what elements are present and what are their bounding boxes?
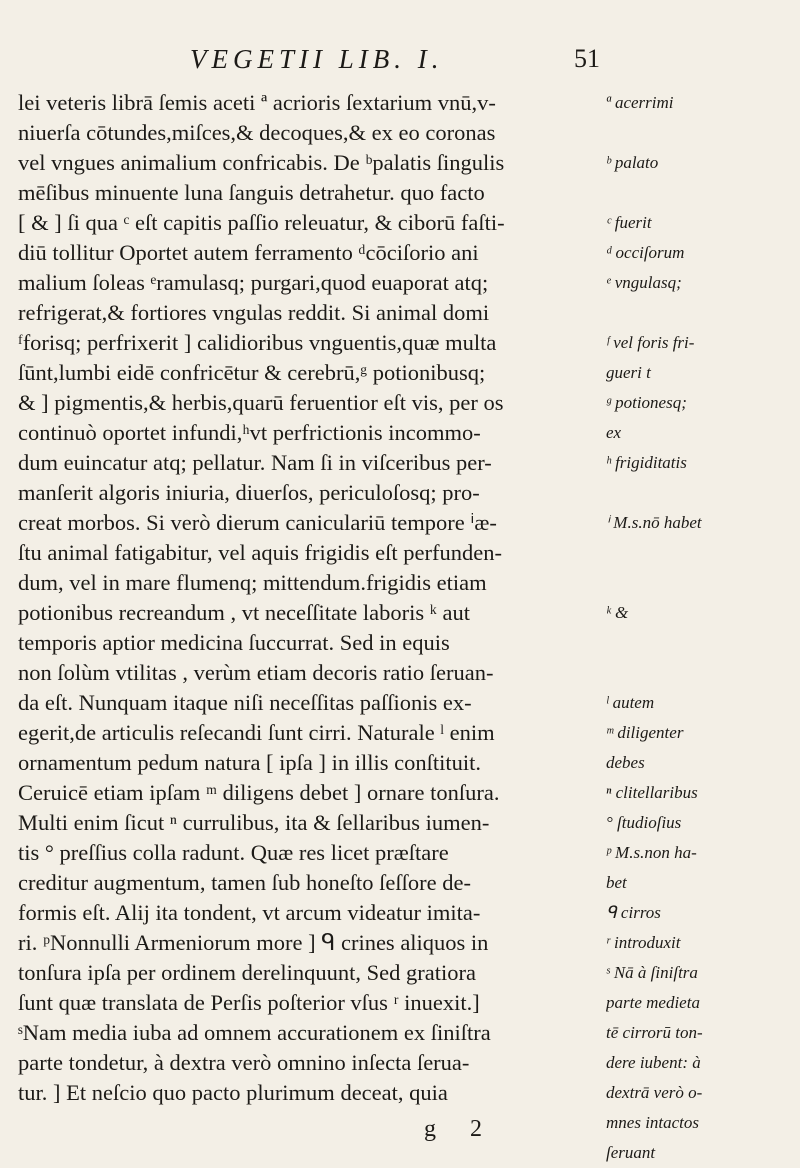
text-line: refrigerat,& fortiores vngulas reddit. Si animal domi [18, 300, 490, 325]
text-line: dum, vel in mare flumenq; mittendum.frigidis etiam [18, 570, 487, 595]
margin-note: ᶠ vel foris fri- [606, 333, 695, 352]
margin-note: ᵐ diligenter [606, 723, 684, 742]
text-line: malium ſoleas ᵉramulasq; purgari,quod euaporat atq; [18, 270, 489, 295]
margin-note: ᑫ cirros [606, 903, 661, 922]
running-head: VEGETII LIB. I. [190, 44, 444, 74]
text-line: formis eſt. Alij ita tondent, vt arcum videatur imita- [18, 900, 481, 925]
text-line: parte tondetur, à dextra verò omnino inſecta ſerua- [18, 1050, 470, 1075]
margin-note: ⁱ M.s.nō habet [606, 513, 702, 532]
margin-note [606, 118, 796, 148]
margin-note [606, 658, 796, 688]
text-line: ſunt quæ translata de Perſis poſterior vſus ʳ inuexit.] [18, 990, 480, 1015]
margin-note [606, 178, 796, 208]
margin-note: ᵖ M.s.non ha- [606, 843, 697, 862]
margin-note: ᵏ & [606, 603, 629, 622]
text-line: ſūnt,lumbi eidē confricētur & cerebrū,ᵍ potionibusq; [18, 360, 486, 385]
margin-note: gueri t [606, 363, 651, 382]
margin-note: ° ſtudioſius [606, 813, 682, 832]
margin-note: ᶜ fuerit [606, 213, 652, 232]
text-line: ˢNam media iuba ad omnem accurationem ex ſiniſtra [18, 1020, 491, 1045]
text-line: continuò oportet infundi,ʰvt perfrictionis incommo- [18, 420, 481, 445]
text-line: [ & ] ſi qua ᶜ eſt capitis paſſio releuatur, & ciborū faſti- [18, 210, 505, 235]
margin-note: ª acerrimi [606, 93, 674, 112]
margin-note [606, 298, 796, 328]
margin-note: ʳ introduxit [606, 933, 681, 952]
text-line: vel vngues animalium confricabis. De ᵇpalatis ſingulis [18, 150, 505, 175]
text-line: ri. ᵖNonnulli Armeniorum more ] ᑫ crines aliquos in [18, 930, 489, 955]
margin-note [606, 568, 796, 598]
margin-note: dextrā verò o- [606, 1083, 703, 1102]
margin-note: dere iubent: à [606, 1053, 701, 1072]
text-line: egerit,de articulis reſecandi ſunt cirri. Naturale ˡ enim [18, 720, 495, 745]
margin-note: ˡ autem [606, 693, 655, 712]
margin-note: parte medieta [606, 993, 700, 1012]
text-line: ᶠforisq; perfrixerit ] calidioribus vnguentis,quæ multa [18, 330, 497, 355]
signature-mark: g 2 [424, 1116, 496, 1142]
text-line: lei veteris librā ſemis aceti ª acrioris ſextarium vnū,v- [18, 90, 496, 115]
margin-note: bet [606, 873, 627, 892]
text-line: mēſibus minuente luna ſanguis detrahetur. quo facto [18, 180, 485, 205]
text-line: non ſolùm vtilitas , verùm etiam decoris ratio ſeruan- [18, 660, 494, 685]
page-number: 51 [574, 44, 600, 73]
text-line: creditur augmentum, tamen ſub honeſto ſeſſore de- [18, 870, 471, 895]
margin-note: ſeruant [606, 1143, 656, 1162]
margin-note: ex [606, 423, 622, 442]
text-line: Multi enim ſicut ⁿ currulibus, ita & ſellaribus iumen- [18, 810, 490, 835]
margin-note [606, 628, 796, 658]
margin-note: ᵈ occiſorum [606, 243, 685, 262]
text-line: tur. ] Et neſcio quo pacto plurimum deceat, quia [18, 1080, 448, 1105]
margin-notes-column [606, 88, 796, 1168]
margin-note: debes [606, 753, 645, 772]
text-line: Ceruicē etiam ipſam ᵐ diligens debet ] ornare tonſura. [18, 780, 500, 805]
margin-note [606, 478, 796, 508]
text-line: dum euincatur atq; pellatur. Nam ſi in viſceribus per- [18, 450, 492, 475]
margin-note: ᵇ palato [606, 153, 659, 172]
margin-note: mnes intactos [606, 1113, 700, 1132]
text-line: da eſt. Nunquam itaque niſi neceſſitas paſſionis ex- [18, 690, 472, 715]
text-line: & ] pigmentis,& herbis,quarū feruentior eſt vis, per os [18, 390, 504, 415]
text-line: ornamentum pedum natura [ ipſa ] in illis conſtituit. [18, 750, 482, 775]
text-line: temporis aptior medicina ſuccurrat. Sed in equis [18, 630, 450, 655]
page-header [0, 44, 800, 84]
text-line: tis ° preſſius colla radunt. Quæ res licet præſtare [18, 840, 449, 865]
text-line: potionibus recreandum , vt neceſſitate laboris ᵏ aut [18, 600, 470, 625]
main-text-column [18, 88, 608, 1108]
margin-note: ʰ frigiditatis [606, 453, 687, 472]
margin-note [606, 538, 796, 568]
margin-note: ˢ Nā à ſiniſtra [606, 963, 698, 982]
text-line: tonſura ipſa per ordinem derelinquunt, Sed gratiora [18, 960, 476, 985]
text-line: diū tollitur Oportet autem ferramento ᵈcōciſorio ani [18, 240, 479, 265]
text-line: creat morbos. Si verò dierum caniculariū tempore ⁱæ- [18, 510, 497, 535]
margin-note: ᵍ potionesq; [606, 393, 687, 412]
text-line: manſerit algoris iniuria, diuerſos, periculoſosq; pro- [18, 480, 480, 505]
margin-note: tē cirrorū ton- [606, 1023, 703, 1042]
margin-note: ᵉ vngulasq; [606, 273, 682, 292]
text-line: ſtu animal fatigabitur, vel aquis frigidis eſt perfunden- [18, 540, 502, 565]
text-line: niuerſa cōtundes,miſces,& decoques,& ex eo coronas [18, 120, 496, 145]
margin-note: ⁿ clitellaribus [606, 783, 698, 802]
